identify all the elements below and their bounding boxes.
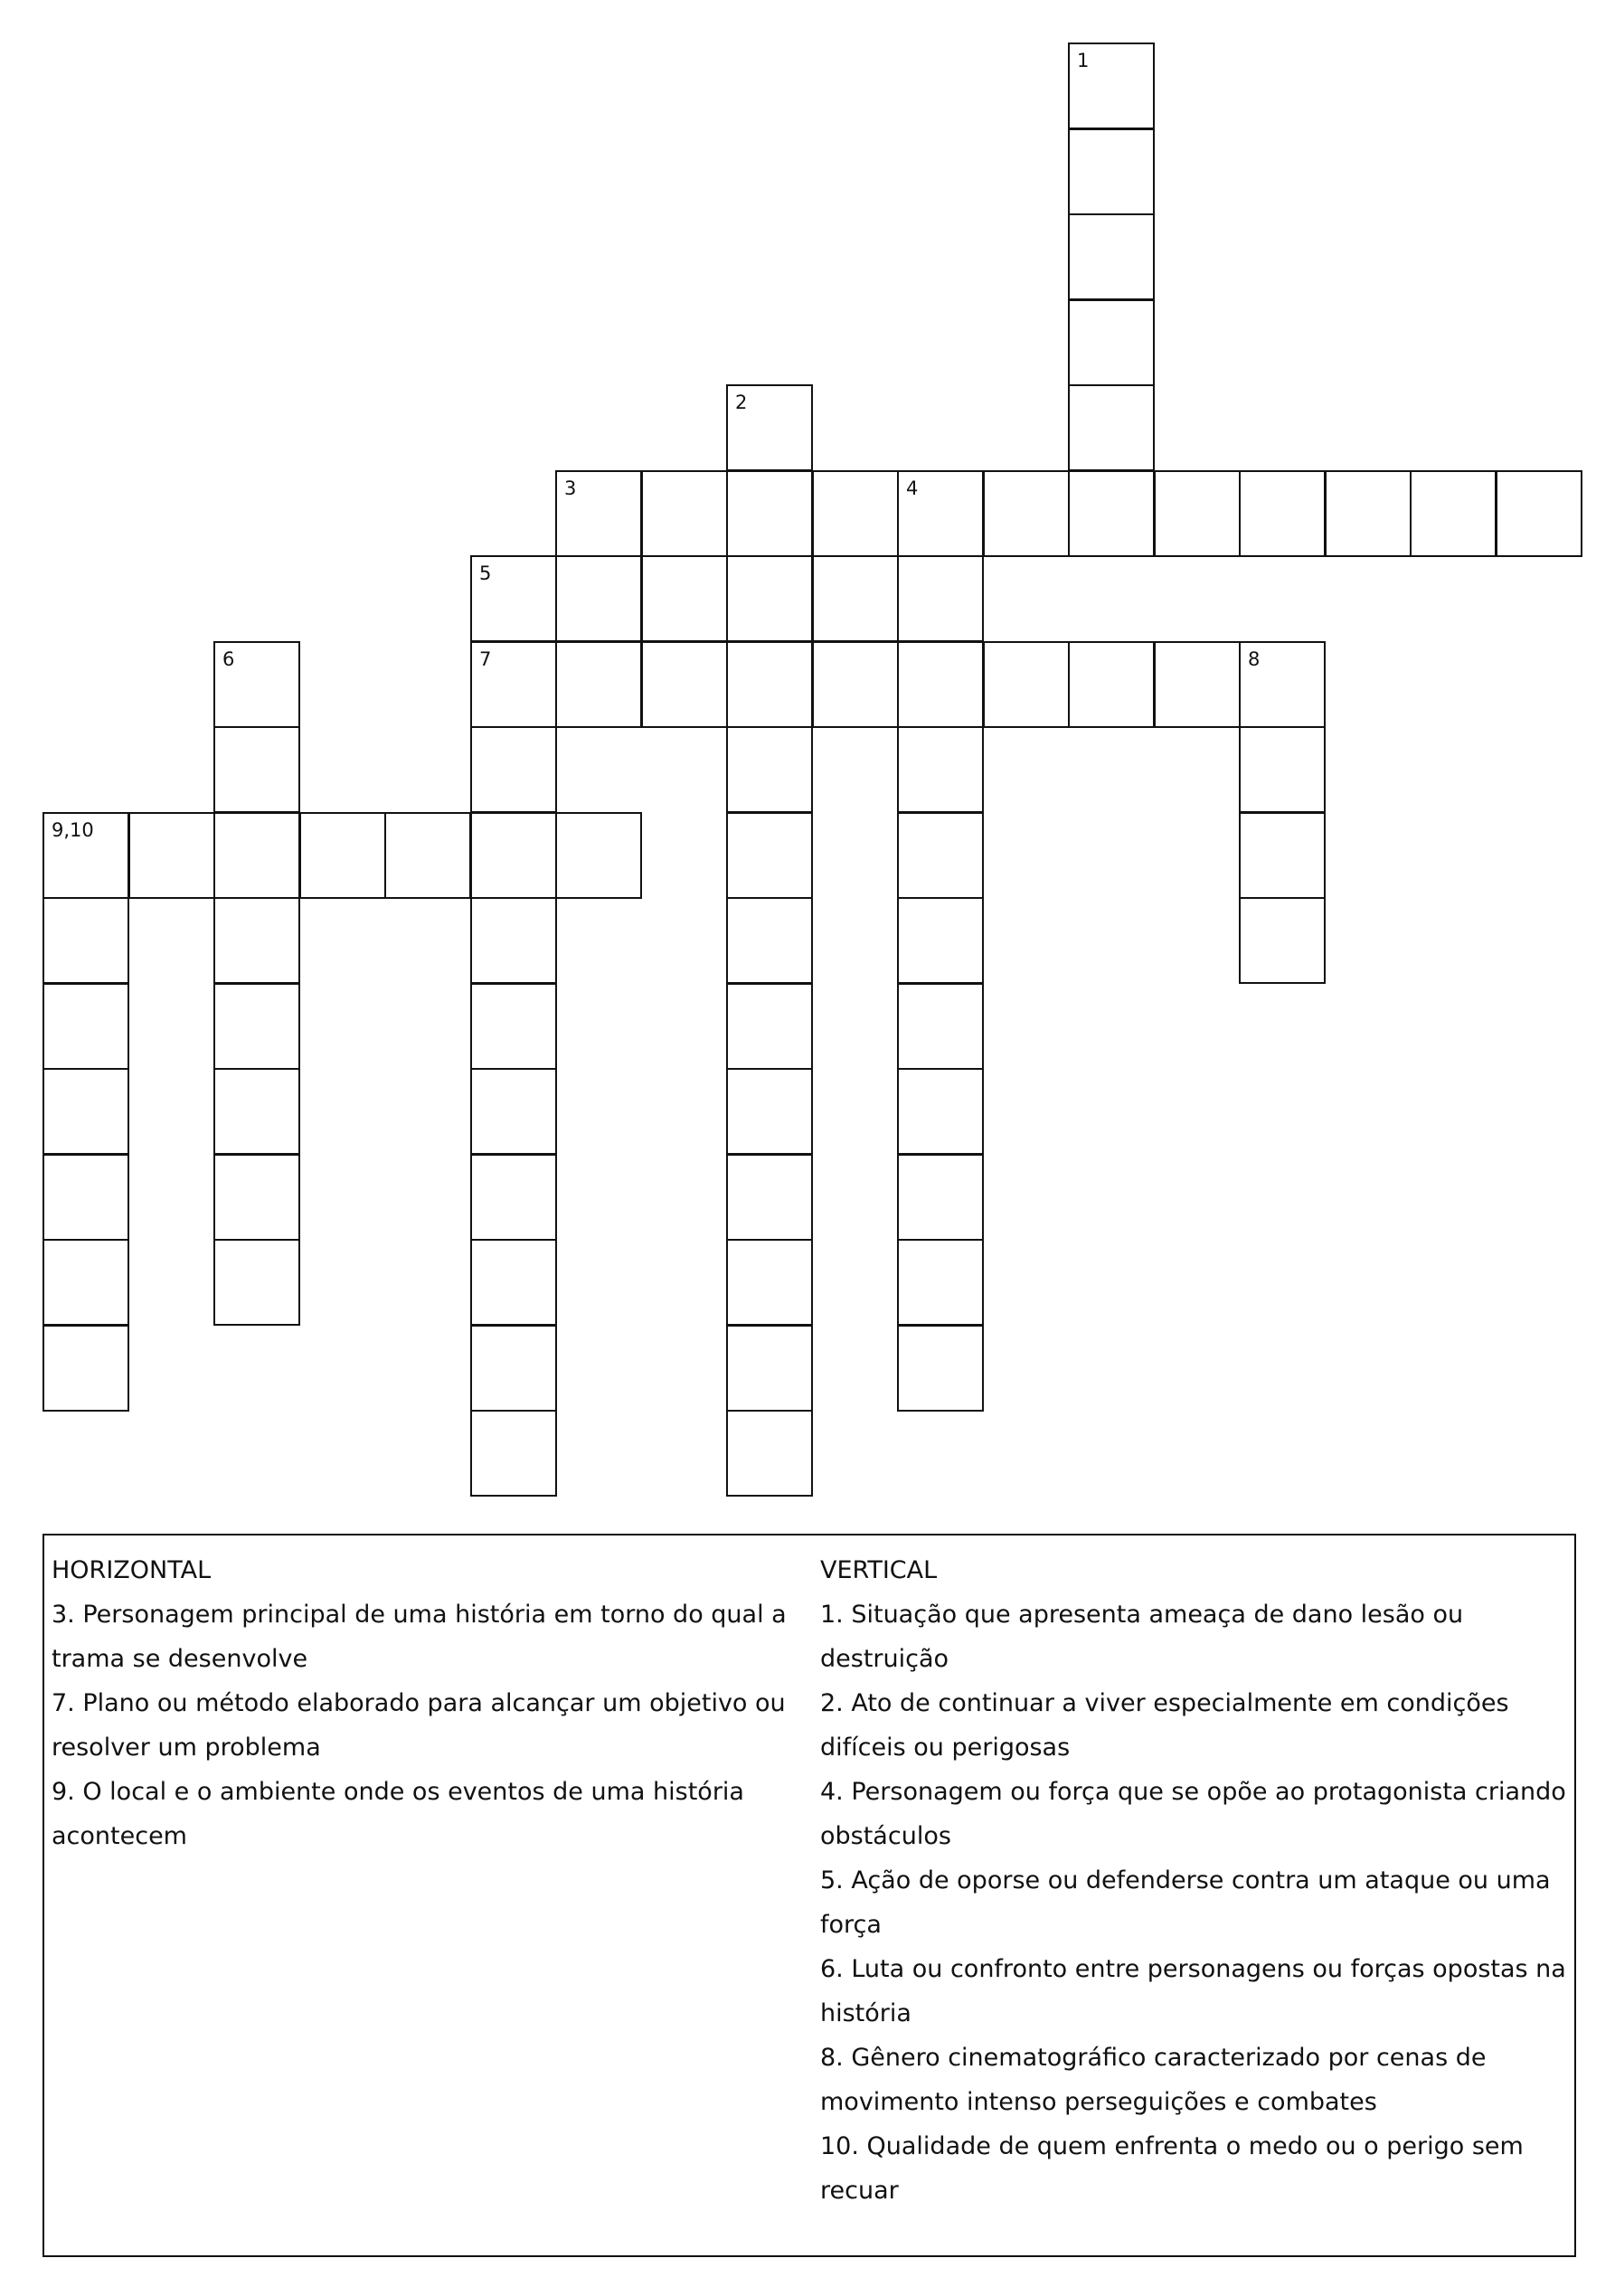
grid-cell[interactable] bbox=[812, 470, 899, 557]
grid-cell[interactable] bbox=[897, 1068, 984, 1155]
grid-cell[interactable] bbox=[726, 1068, 813, 1155]
grid-cell[interactable] bbox=[726, 897, 813, 984]
grid-cell[interactable] bbox=[42, 897, 129, 984]
clue-number: 3 bbox=[564, 477, 577, 499]
grid-cell[interactable] bbox=[897, 1325, 984, 1412]
grid-cell[interactable] bbox=[213, 641, 300, 728]
grid-cell[interactable] bbox=[42, 983, 129, 1070]
grid-cell[interactable] bbox=[812, 555, 899, 642]
horizontal-clue-line: 7. Plano ou método elaborado para alcançar um objetivo ou bbox=[52, 1689, 786, 1717]
grid-cell[interactable] bbox=[213, 983, 300, 1070]
vertical-clue-line: destruição bbox=[820, 1645, 949, 1673]
vertical-clue-line: 6. Luta ou confronto entre personagens ou forças opostas na bbox=[820, 1955, 1566, 1983]
grid-cell[interactable] bbox=[213, 812, 300, 899]
vertical-clues bbox=[820, 1548, 1567, 2213]
clue-number: 2 bbox=[735, 392, 748, 413]
grid-cell[interactable] bbox=[213, 897, 300, 984]
grid-cell[interactable] bbox=[213, 1154, 300, 1241]
grid-cell[interactable] bbox=[897, 983, 984, 1070]
grid-cell[interactable] bbox=[470, 641, 557, 728]
grid-cell[interactable] bbox=[1239, 641, 1326, 728]
grid-cell[interactable] bbox=[1154, 641, 1241, 728]
grid-cell[interactable] bbox=[897, 1154, 984, 1241]
grid-cell[interactable] bbox=[1325, 470, 1412, 557]
grid-cell[interactable] bbox=[897, 726, 984, 813]
grid-cell[interactable] bbox=[470, 897, 557, 984]
grid-cell[interactable] bbox=[42, 1239, 129, 1326]
grid-cell[interactable] bbox=[213, 726, 300, 813]
grid-cell[interactable] bbox=[897, 1239, 984, 1326]
grid-cell[interactable] bbox=[1239, 812, 1326, 899]
grid-cell[interactable] bbox=[897, 470, 984, 557]
grid-cell[interactable] bbox=[641, 641, 728, 728]
vertical-clue-line: difíceis ou perigosas bbox=[820, 1734, 1071, 1762]
horizontal-clues bbox=[52, 1548, 793, 1858]
grid-cell[interactable] bbox=[1068, 213, 1155, 300]
grid-cell[interactable] bbox=[726, 1239, 813, 1326]
horizontal-clue-line: 3. Personagem principal de uma história em torno do qual a bbox=[52, 1601, 787, 1629]
grid-cell[interactable] bbox=[555, 641, 642, 728]
grid-cell[interactable] bbox=[726, 641, 813, 728]
vertical-clue-line: 8. Gênero cinematográfico caracterizado por cenas de bbox=[820, 2044, 1487, 2072]
clue-number: 4 bbox=[906, 477, 919, 499]
clue-number: 6 bbox=[222, 648, 235, 670]
grid-cell[interactable] bbox=[726, 726, 813, 813]
horizontal-clue-line: acontecem bbox=[52, 1822, 187, 1850]
grid-cell[interactable] bbox=[983, 641, 1070, 728]
grid-cell[interactable] bbox=[555, 555, 642, 642]
grid-cell[interactable] bbox=[1068, 470, 1155, 557]
horizontal-clue-line: trama se desenvolve bbox=[52, 1645, 308, 1673]
vertical-clue-line: 5. Ação de oporse ou defenderse contra um ataque ou uma bbox=[820, 1866, 1551, 1894]
grid-cell[interactable] bbox=[1410, 470, 1497, 557]
grid-cell[interactable] bbox=[726, 1154, 813, 1241]
grid-cell[interactable] bbox=[470, 983, 557, 1070]
clue-number: 7 bbox=[479, 648, 492, 670]
grid-cell[interactable] bbox=[726, 983, 813, 1070]
grid-cell[interactable] bbox=[470, 1325, 557, 1412]
grid-cell[interactable] bbox=[42, 1154, 129, 1241]
grid-cell[interactable] bbox=[42, 1068, 129, 1155]
grid-cell[interactable] bbox=[1068, 128, 1155, 215]
grid-cell[interactable] bbox=[470, 1410, 557, 1497]
grid-cell[interactable] bbox=[470, 726, 557, 813]
vertical-clue-line: recuar bbox=[820, 2177, 899, 2205]
grid-cell[interactable] bbox=[470, 1154, 557, 1241]
grid-cell[interactable] bbox=[128, 812, 215, 899]
vertical-heading: VERTICAL bbox=[820, 1556, 938, 1584]
grid-cell[interactable] bbox=[1239, 470, 1326, 557]
grid-cell[interactable] bbox=[897, 812, 984, 899]
horizontal-clue-line: 9. O local e o ambiente onde os eventos de uma história bbox=[52, 1778, 744, 1806]
grid-cell[interactable] bbox=[641, 470, 728, 557]
grid-cell[interactable] bbox=[42, 812, 129, 899]
grid-cell[interactable] bbox=[812, 641, 899, 728]
grid-cell[interactable] bbox=[384, 812, 471, 899]
grid-cell[interactable] bbox=[726, 812, 813, 899]
vertical-clue-line: 2. Ato de continuar a viver especialmente em condições bbox=[820, 1689, 1509, 1717]
grid-cell[interactable] bbox=[726, 1325, 813, 1412]
grid-cell[interactable] bbox=[299, 812, 386, 899]
grid-cell[interactable] bbox=[42, 1325, 129, 1412]
grid-cell[interactable] bbox=[555, 470, 642, 557]
grid-cell[interactable] bbox=[726, 470, 813, 557]
grid-cell[interactable] bbox=[726, 384, 813, 471]
grid-cell[interactable] bbox=[1496, 470, 1582, 557]
vertical-clue-line: força bbox=[820, 1911, 882, 1939]
grid-cell[interactable] bbox=[213, 1239, 300, 1326]
vertical-clue-line: obstáculos bbox=[820, 1822, 951, 1850]
grid-cell[interactable] bbox=[1239, 897, 1326, 984]
vertical-clue-line: 4. Personagem ou força que se opõe ao protagonista criando bbox=[820, 1778, 1566, 1806]
grid-cell[interactable] bbox=[470, 1239, 557, 1326]
clue-number: 1 bbox=[1077, 50, 1090, 71]
horizontal-heading: HORIZONTAL bbox=[52, 1556, 212, 1584]
grid-cell[interactable] bbox=[897, 897, 984, 984]
grid-cell[interactable] bbox=[897, 555, 984, 642]
clue-number: 9,10 bbox=[52, 819, 94, 841]
grid-cell[interactable] bbox=[1154, 470, 1241, 557]
vertical-clue-line: história bbox=[820, 1999, 911, 2027]
grid-cell[interactable] bbox=[726, 1410, 813, 1497]
clue-number: 5 bbox=[479, 562, 492, 584]
horizontal-clue-line: resolver um problema bbox=[52, 1734, 321, 1762]
grid-cell[interactable] bbox=[470, 1068, 557, 1155]
vertical-clue-line: 1. Situação que apresenta ameaça de dano lesão ou bbox=[820, 1601, 1464, 1629]
clue-number: 8 bbox=[1248, 648, 1261, 670]
grid-cell[interactable] bbox=[1068, 641, 1155, 728]
grid-cell[interactable] bbox=[1068, 43, 1155, 129]
vertical-clue-line: movimento intenso perseguições e combates bbox=[820, 2088, 1377, 2116]
grid-cell[interactable] bbox=[726, 555, 813, 642]
grid-cell[interactable] bbox=[555, 812, 642, 899]
grid-cell[interactable] bbox=[641, 555, 728, 642]
grid-cell[interactable] bbox=[983, 470, 1070, 557]
clues-box bbox=[42, 1534, 1576, 2257]
grid-cell[interactable] bbox=[1068, 384, 1155, 471]
grid-cell[interactable] bbox=[1068, 299, 1155, 386]
grid-cell[interactable] bbox=[470, 812, 557, 899]
vertical-clue-line: 10. Qualidade de quem enfrenta o medo ou o perigo sem bbox=[820, 2132, 1524, 2160]
grid-cell[interactable] bbox=[470, 555, 557, 642]
grid-cell[interactable] bbox=[1239, 726, 1326, 813]
grid-cell[interactable] bbox=[897, 641, 984, 728]
grid-cell[interactable] bbox=[213, 1068, 300, 1155]
